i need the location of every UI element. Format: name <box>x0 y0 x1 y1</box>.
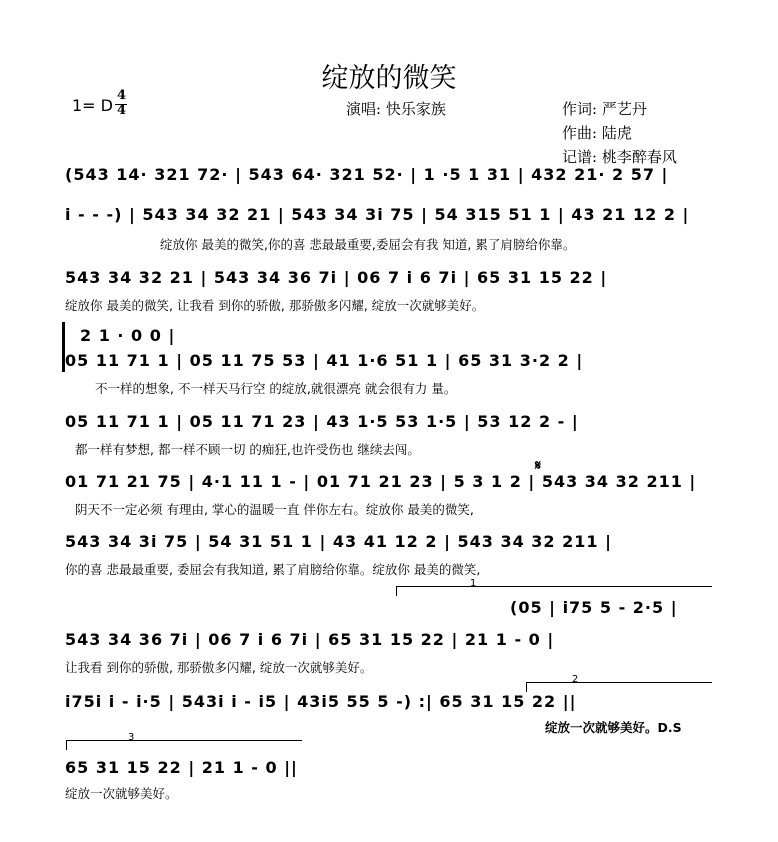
lyric-line: 绽放你 最美的微笑,你的喜 悲最最重要,委屈会有我 知道, 累了肩膀给你靠。 <box>160 237 576 252</box>
notation-line: 05 11 71 1 | 05 11 71 23 | 43 1·5 53 1·5 | 53 12 2 - | <box>65 412 579 431</box>
composer-credit: 作曲: 陆虎 <box>562 124 632 142</box>
segno-sign: 𝄋 <box>535 458 542 474</box>
volta-2-bracket <box>526 682 712 683</box>
notation-line: (05 | i75 5 - 2·5 | <box>510 598 678 617</box>
lyric-line: 让我看 到你的骄傲, 那骄傲多闪耀, 绽放一次就够美好。 <box>65 660 373 675</box>
volta-3-bracket <box>66 740 302 741</box>
notation-line: 543 34 3i 75 | 54 31 51 1 | 43 41 12 2 | 543 34 32 211 | <box>65 532 612 551</box>
volta-1-hook <box>396 586 397 596</box>
notation-line: (543 14· 321 72· | 543 64· 321 52· | 1 ·5 1 31 | 432 21· 2 57 | <box>65 165 669 184</box>
lyric-line: 绽放你 最美的微笑, 让我看 到你的骄傲, 那骄傲多闪耀, 绽放一次就够美好。 <box>65 298 485 313</box>
volta-1-label: 1 <box>470 578 477 589</box>
lyric-line: 都一样有梦想, 都一样不顾一切 的痴狂,也许受伤也 继续去闯。 <box>75 442 420 457</box>
time-signature-top: 4 <box>117 88 127 103</box>
singer-credit: 演唱: 快乐家族 <box>346 100 446 118</box>
volta-2-label: 2 <box>572 674 579 685</box>
notation-line: 05 11 71 1 | 05 11 75 53 | 41 1·6 51 1 | 65 31 3·2 2 | <box>65 351 584 370</box>
lyric-line: 绽放一次就够美好。 <box>65 786 178 801</box>
notation-line: 01 71 21 75 | 4·1 11 1 - | 01 71 21 23 | 5 3 1 2 | 543 34 32 211 | <box>65 472 697 491</box>
volta-3-label: 3 <box>128 732 135 743</box>
notation-line: 543 34 32 21 | 543 34 36 7i | 06 7 i 6 7i | 65 31 15 22 | <box>65 268 608 287</box>
lyric-line: 你的喜 悲最最重要, 委屈会有我知道, 累了肩膀给你靠。绽放你 最美的微笑, <box>65 562 481 577</box>
notation-line: 543 34 36 7i | 06 7 i 6 7i | 65 31 15 22 | 21 1 - 0 | <box>65 630 555 649</box>
volta-3-hook <box>66 740 67 750</box>
notation-line: i75i i - i·5 | 543i i - i5 | 43i5 55 5 -) :| 65 31 15 22 || <box>65 692 577 711</box>
transcriber-credit: 记谱: 桃李醉春风 <box>562 148 677 166</box>
lyric-line: 不一样的想象, 不一样天马行空 的绽放,就很漂亮 就会很有力 量。 <box>95 381 457 396</box>
notation-line: 65 31 15 22 | 21 1 - 0 || <box>65 758 298 777</box>
time-signature-bottom: 4 <box>117 103 127 118</box>
notation-line: 2 1 · 0 0 | <box>80 326 176 345</box>
volta-2-hook <box>526 682 527 692</box>
notation-line: i - - -) | 543 34 32 21 | 543 34 3i 75 | 54 315 51 1 | 43 21 12 2 | <box>65 205 690 224</box>
volta-1-bracket <box>396 586 712 587</box>
lyricist-credit: 作词: 严艺丹 <box>562 100 647 118</box>
key-signature: 1= D <box>72 96 113 115</box>
song-title: 绽放的微笑 <box>321 63 457 94</box>
lyric-line: 阴天不一定必须 有理由, 掌心的温暖一直 伴你左右。绽放你 最美的微笑, <box>75 502 474 517</box>
lyric-line: 绽放一次就够美好。D.S <box>545 720 682 735</box>
